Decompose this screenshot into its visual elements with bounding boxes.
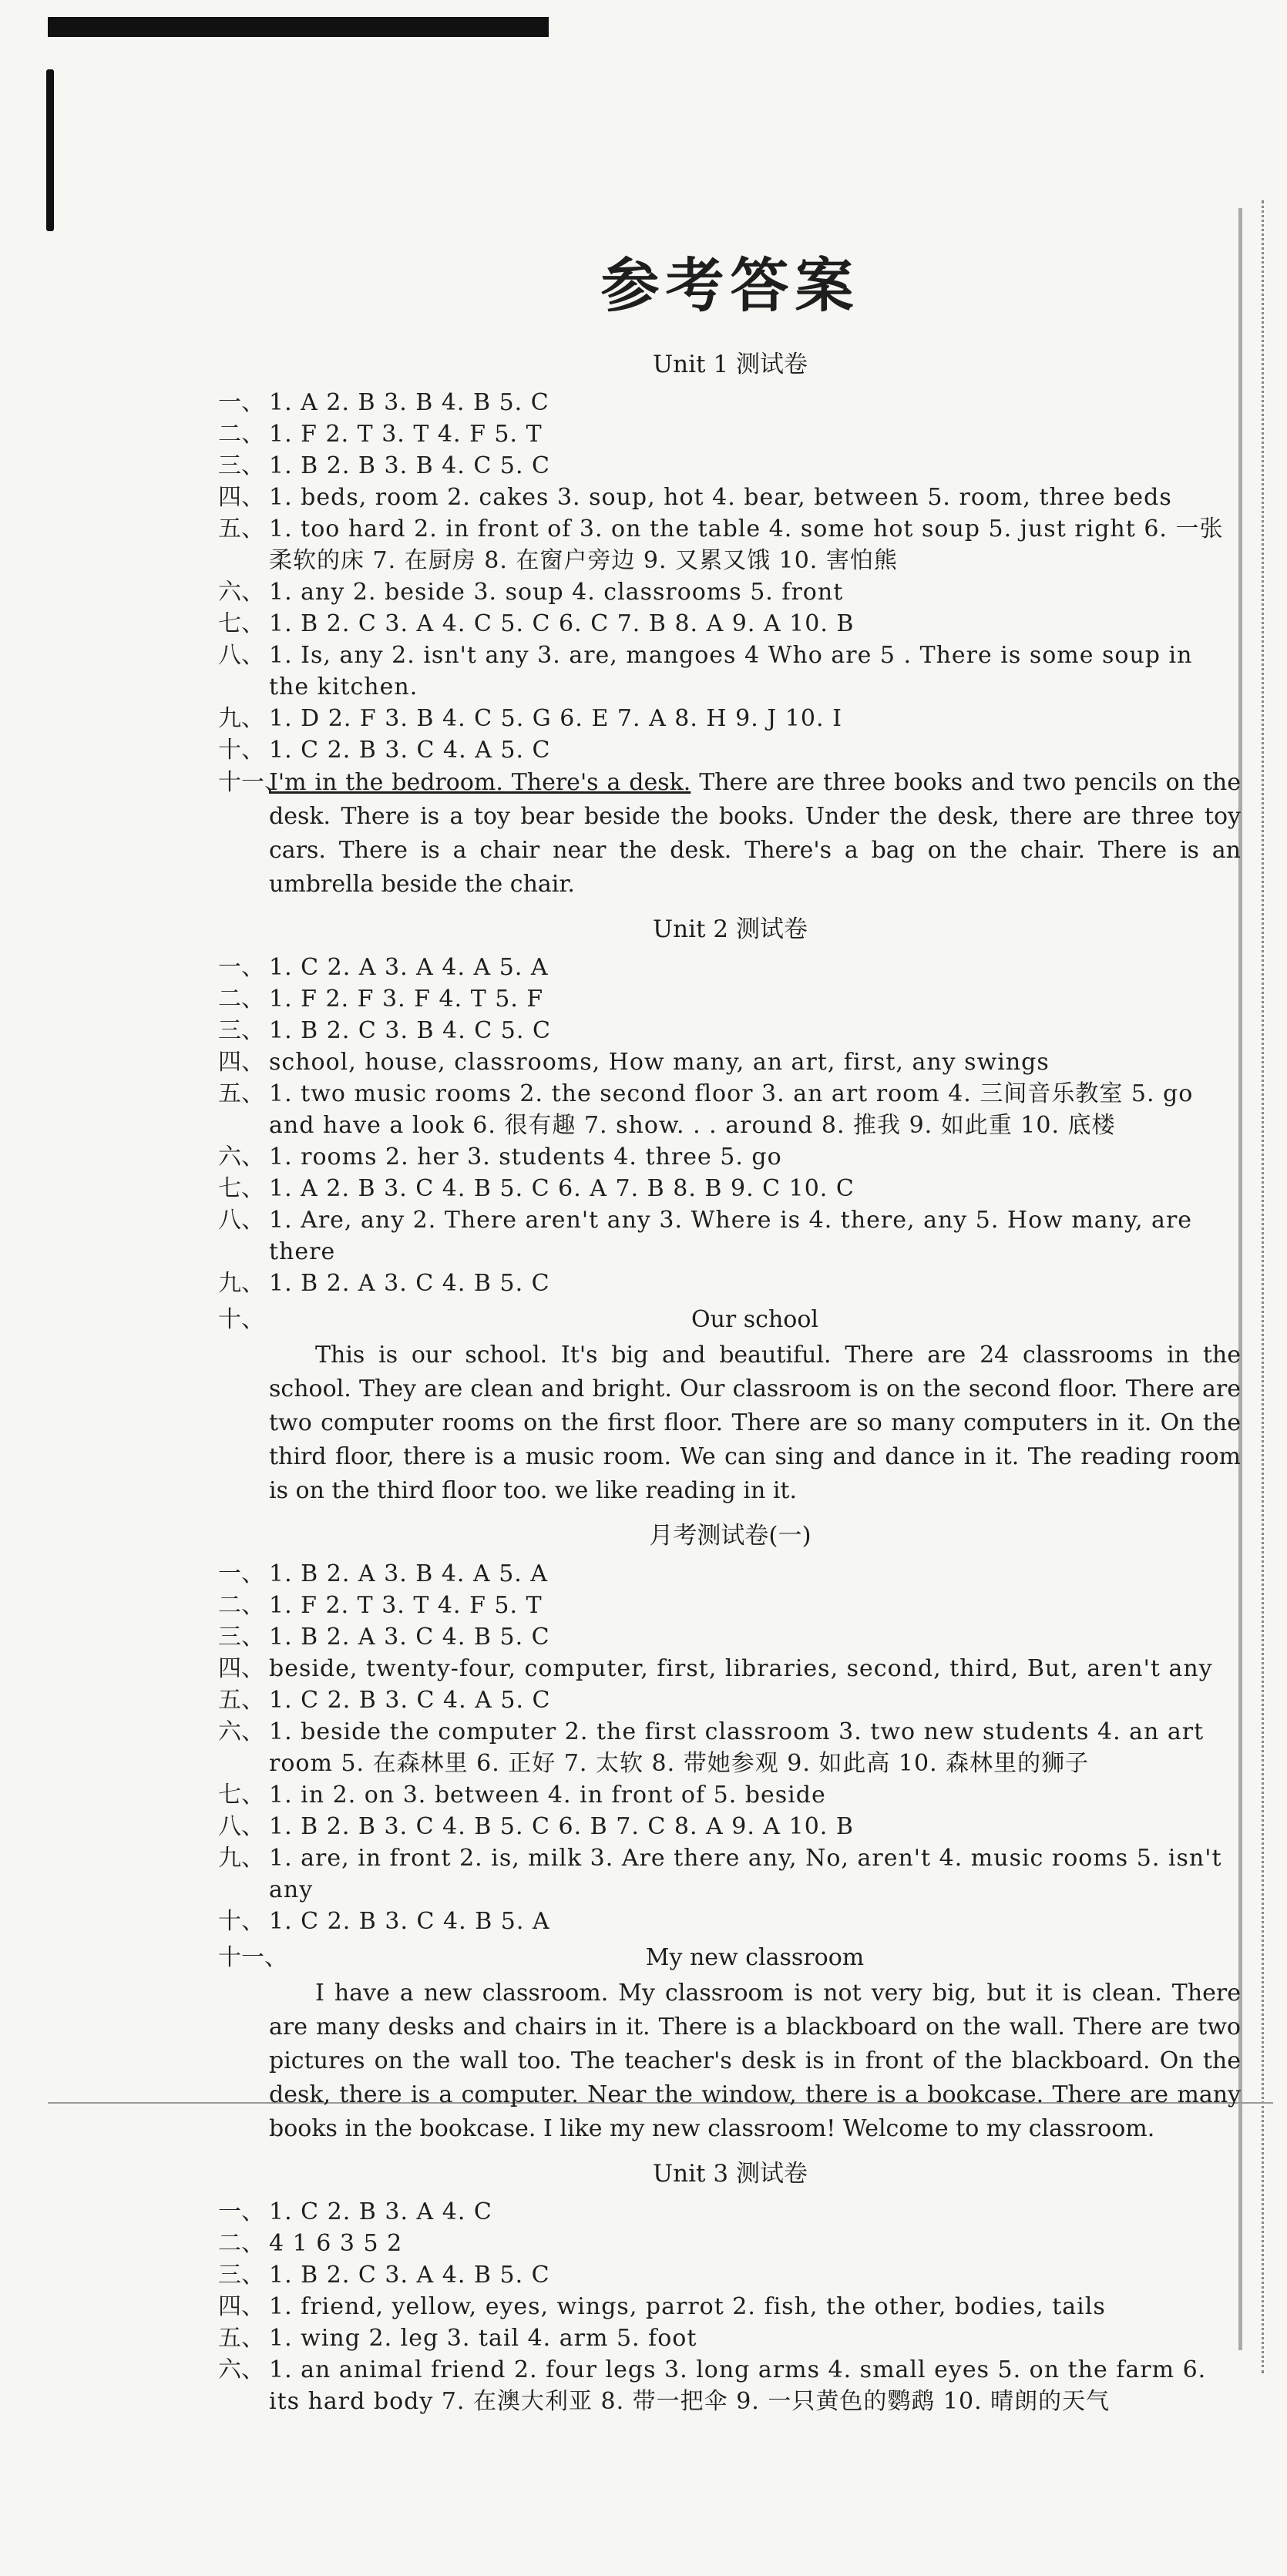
question-number: 一、 (218, 2198, 264, 2225)
answer-text: 1. B 2. A 3. C 4. B 5. C (269, 1270, 550, 1297)
answer-content (220, 231, 1241, 2417)
essay-underlined-sentence: I'm in the bedroom. There's a desk. (269, 769, 691, 796)
answer-line (220, 1268, 1241, 1299)
answer-text: 1. wing 2. leg 3. tail 4. arm 5. foot (269, 2325, 697, 2352)
question-number: 一、 (218, 389, 264, 416)
answer-text: 1. rooms 2. her 3. students 4. three 5. go (269, 1144, 782, 1170)
answer-line (220, 1621, 1241, 1653)
answer-line (220, 1811, 1241, 1842)
answer-line (220, 387, 1241, 418)
answer-text: 1. B 2. C 3. A 4. B 5. C (269, 2262, 550, 2289)
answer-text: 4 1 6 3 5 2 (269, 2230, 403, 2257)
question-number: 三、 (218, 2262, 264, 2289)
answer-text: 1. F 2. T 3. T 4. F 5. T (269, 1592, 543, 1619)
answer-text: 1. in 2. on 3. between 4. in front of 5. beside (269, 1782, 826, 1809)
essay-paragraph (220, 766, 1241, 902)
question-number: 九、 (218, 1845, 264, 1872)
answer-line (220, 1590, 1241, 1621)
answer-text: 1. Are, any 2. There aren't any 3. Where is 4. there, any 5. How many, are there (269, 1207, 1193, 1265)
answer-line (220, 482, 1241, 513)
answer-text: 1. Is, any 2. isn't any 3. are, mangoes 4 Who are 5 . There is some soup in the kitchen. (269, 642, 1193, 700)
answer-text: 1. B 2. C 3. B 4. C 5. C (269, 1017, 551, 1044)
answer-text: 1. B 2. A 3. C 4. B 5. C (269, 1624, 550, 1651)
answer-line (220, 1078, 1241, 1141)
question-number: 四、 (218, 1655, 264, 1682)
question-number: 七、 (218, 1782, 264, 1809)
question-number: 五、 (218, 2325, 264, 2352)
essay-paragraph (220, 1338, 1241, 1508)
answer-line (220, 2322, 1241, 2354)
answer-line (220, 576, 1241, 608)
answer-text: 1. beds, room 2. cakes 3. soup, hot 4. bear, between 5. room, three beds (269, 484, 1172, 511)
answer-line (220, 1015, 1241, 1046)
section-heading: Unit 3 测试卷 (653, 2160, 808, 2188)
essay-header (220, 1942, 1241, 1973)
question-number: 一、 (218, 954, 264, 981)
answer-text: 1. D 2. F 3. B 4. C 5. G 6. E 7. A 8. H 9. J 10. I (269, 705, 842, 732)
answer-text: 1. beside the computer 2. the first classroom 3. two new students 4. an art room 5. 在森林里 6. 正好 7. 太软 8. 带她参观 9. 如此高 10. 森林里的狮子 (269, 1718, 1205, 1777)
answer-line (220, 418, 1241, 450)
answer-text: 1. F 2. T 3. T 4. F 5. T (269, 421, 543, 448)
answer-text: 1. too hard 2. in front of 3. on the table 4. some hot soup 5. just right 6. 一张柔软的床 7. 在厨房 8. 在窗户旁边 9. 又累又饿 10. 害怕熊 (269, 516, 1224, 574)
question-number: 三、 (218, 1624, 264, 1651)
answer-line (220, 952, 1241, 983)
answer-line (220, 734, 1241, 766)
answer-line (220, 1716, 1241, 1779)
answer-line (220, 1141, 1241, 1173)
question-number: 四、 (218, 2293, 264, 2320)
essay-title: My new classroom (645, 1944, 865, 1971)
question-number: 四、 (218, 1049, 264, 1076)
answer-text: 1. F 2. F 3. F 4. T 5. F (269, 986, 544, 1013)
answer-line (220, 1779, 1241, 1811)
essay-header (220, 1304, 1241, 1335)
question-number: 八、 (218, 1813, 264, 1840)
question-number: 八、 (218, 1207, 264, 1234)
essay-title: Our school (691, 1306, 819, 1333)
answer-line (220, 1906, 1241, 1937)
essay-paragraph (220, 1977, 1241, 2146)
question-number: 十一、 (218, 1944, 287, 1971)
answer-text: 1. two music rooms 2. the second floor 3. an art room 4. 三间音乐教室 5. go and have a look 6. 很有趣 7. show. . . around 8. 推我 9. 如此重 10. 底楼 (269, 1080, 1194, 1139)
answer-line (220, 2228, 1241, 2259)
answer-line (220, 1204, 1241, 1268)
answer-text: 1. an animal friend 2. four legs 3. long arms 4. small eyes 5. on the farm 6. its hard body 7. 在澳大利亚 8. 带一把伞 9. 一只黄色的鹦鹉 10. 晴朗的天气 (269, 2356, 1207, 2415)
question-number: 十、 (218, 737, 264, 764)
page-title: 参考答案 (600, 251, 860, 320)
answer-text: school, house, classrooms, How many, an art, first, any swings (269, 1049, 1050, 1076)
question-number: 一、 (218, 1560, 264, 1587)
answer-text: 1. are, in front 2. is, milk 3. Are there any, No, aren't 4. music rooms 5. isn't any (269, 1845, 1222, 1903)
answer-text: 1. B 2. C 3. A 4. C 5. C 6. C 7. B 8. A 9. A 10. B (269, 610, 855, 637)
question-number: 九、 (218, 705, 264, 732)
answer-text: 1. B 2. B 3. B 4. C 5. C (269, 452, 550, 479)
answer-line (220, 1653, 1241, 1684)
answer-line (220, 2291, 1241, 2322)
question-number: 九、 (218, 1270, 264, 1297)
answer-line (220, 983, 1241, 1015)
question-number: 五、 (218, 1080, 264, 1107)
question-number: 十、 (218, 1908, 264, 1935)
essay-text: I have a new classroom. My classroom is not very big, but it is clean. There are many desks and chairs in it. There is a blackboard on the wall. There are two pictures on the wall too. The teacher's desk is in front of the blackboard. On the desk, there is a computer. Near the window, there is a bookcase. There are many books in the bookcase. I like my new classroom! Welcome to my classroom. (269, 1980, 1241, 2142)
section-heading: Unit 1 测试卷 (653, 351, 808, 378)
answer-line (220, 703, 1241, 734)
question-number: 五、 (218, 516, 264, 542)
question-number: 二、 (218, 421, 264, 448)
question-number: 五、 (218, 1687, 264, 1714)
question-number: 十、 (218, 1306, 264, 1333)
question-number: 二、 (218, 986, 264, 1013)
question-number: 四、 (218, 484, 264, 511)
question-number: 六、 (218, 1144, 264, 1170)
question-number: 十一、 (218, 769, 287, 796)
essay-text: This is our school. It's big and beautiful. There are 24 classrooms in the school. They are clean and bright. Our classroom is on the second floor. There are two computer rooms on the first floor. There are so many computers in it. On the third floor, there is a music room. We can sing and dance in it. The reading room is on the third floor too. we like reading in it. (269, 1342, 1241, 1504)
scan-edge-left (46, 69, 54, 231)
answer-line (220, 640, 1241, 703)
answer-text: 1. C 2. B 3. A 4. C (269, 2198, 492, 2225)
answer-line (220, 513, 1241, 576)
question-number: 二、 (218, 1592, 264, 1619)
answer-line (220, 2196, 1241, 2228)
question-number: 三、 (218, 452, 264, 479)
answer-line (220, 1558, 1241, 1590)
question-number: 六、 (218, 1718, 264, 1745)
answer-line (220, 1173, 1241, 1204)
answer-text: 1. A 2. B 3. B 4. B 5. C (269, 389, 549, 416)
answer-text: 1. A 2. B 3. C 4. B 5. C 6. A 7. B 8. B 9. C 10. C (269, 1175, 855, 1202)
answer-line (220, 2354, 1241, 2417)
answer-line (220, 1046, 1241, 1078)
cut-line (1262, 200, 1264, 2373)
answer-text: 1. C 2. B 3. C 4. A 5. C (269, 737, 551, 764)
question-number: 七、 (218, 610, 264, 637)
answer-line (220, 608, 1241, 640)
answer-text: 1. B 2. A 3. B 4. A 5. A (269, 1560, 549, 1587)
answer-text: 1. C 2. A 3. A 4. A 5. A (269, 954, 549, 981)
answer-line (220, 2259, 1241, 2291)
essay-text: There are three books and two pencils on the desk. There is a toy bear beside the books. Under the desk, there are three toy cars. There is a chair near the desk. There's a bag on the chair. There is an umbrella beside the chair. (269, 769, 1242, 898)
answer-text: 1. C 2. B 3. C 4. A 5. C (269, 1687, 551, 1714)
question-number: 七、 (218, 1175, 264, 1202)
answer-sections (220, 344, 1241, 2417)
scan-edge-top (48, 17, 549, 37)
question-number: 二、 (218, 2230, 264, 2257)
section-heading: 月考测试卷(一) (649, 1522, 812, 1550)
answer-text: 1. C 2. B 3. C 4. B 5. A (269, 1908, 550, 1935)
question-number: 六、 (218, 2356, 264, 2383)
answer-line (220, 1842, 1241, 1906)
answer-line (220, 450, 1241, 482)
section-heading: Unit 2 测试卷 (653, 915, 808, 943)
answer-text: 1. any 2. beside 3. soup 4. classrooms 5. front (269, 579, 844, 606)
answer-text: beside, twenty-four, computer, first, libraries, second, third, But, aren't any (269, 1655, 1213, 1682)
question-number: 八、 (218, 642, 264, 669)
question-number: 六、 (218, 579, 264, 606)
answer-text: 1. friend, yellow, eyes, wings, parrot 2. fish, the other, bodies, tails (269, 2293, 1106, 2320)
question-number: 三、 (218, 1017, 264, 1044)
answer-text: 1. B 2. B 3. C 4. B 5. C 6. B 7. C 8. A 9. A 10. B (269, 1813, 854, 1840)
answer-line (220, 1684, 1241, 1716)
